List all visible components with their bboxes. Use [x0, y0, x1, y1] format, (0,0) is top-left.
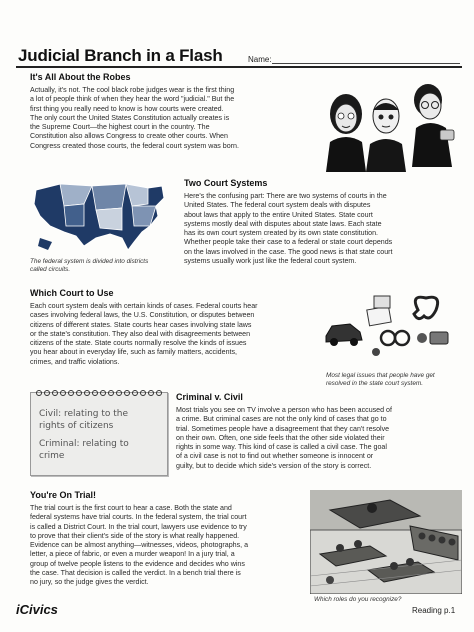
- section-heading-two-systems: Two Court Systems: [184, 178, 268, 188]
- section-text-which-court: [30, 302, 310, 367]
- section-heading-which-court: Which Court to Use: [30, 288, 114, 298]
- courtroom-caption: Which roles do you recognize?: [314, 596, 402, 603]
- definition-civil-line1: Civil: relating to the: [39, 409, 129, 419]
- judges-illustration: [312, 72, 462, 172]
- text-line: letter, a piece of fabric, or even a murder weapon! In a jury trial, a: [30, 550, 235, 559]
- text-line: no jury, so the judge gives the verdict.: [30, 578, 149, 587]
- text-line: on the laws involved in the case. The good news is that state court: [184, 247, 393, 256]
- section-heading-robes: It's All About the Robes: [30, 72, 131, 82]
- caption-line: Most legal issues that people have get: [326, 372, 435, 379]
- text-line: The only court the United States Constitution actually creates is: [30, 113, 230, 122]
- text-line: the case. That decision is called the verdict. In a bench trial there is: [30, 569, 241, 578]
- section-text-robes: [30, 86, 308, 151]
- icivics-logo: iCivics: [16, 602, 58, 617]
- text-line: or the state's constitution. They also deal with disagreements between: [30, 329, 251, 338]
- spiral-binding-icon: [35, 389, 163, 397]
- section-text-two-systems: [184, 192, 460, 266]
- caption-line: The federal system is divided into districts: [30, 258, 149, 265]
- definition-criminal-line1: Criminal: relating to: [39, 439, 129, 449]
- text-line: a lot of people think of when they hear the word "judicial." But the: [30, 95, 235, 104]
- section-text-criminal-civil: [176, 406, 462, 471]
- text-line: United States. The federal court system deals with disputes: [184, 201, 371, 210]
- text-line: on their own. Often, one side feels that the other side violated their: [176, 433, 385, 442]
- text-line: Most trials you see on TV involve a person who has been accused of: [176, 406, 392, 414]
- section-heading-criminal-civil: Criminal v. Civil: [176, 392, 243, 402]
- text-line: Evidence can be almost anything—witnesses, videos, photographs, a: [30, 541, 249, 550]
- section-text-on-trial: [30, 504, 306, 588]
- text-line: systems mostly deal with disputes about state laws. Each state: [184, 219, 382, 228]
- definition-notepad: [30, 392, 168, 476]
- definition-criminal-line2: crime: [39, 451, 65, 461]
- title-divider: [16, 66, 462, 68]
- caption-line: called circuits.: [30, 266, 71, 273]
- text-line: trial. Sometimes people have a disagreement that they can't resolve: [176, 424, 390, 433]
- text-line: has its own court system created by its own state constitution.: [184, 229, 378, 238]
- text-line: crimes, and traffic violations.: [30, 357, 120, 366]
- text-line: Congress created those courts, the federal court system was born.: [30, 141, 239, 150]
- text-line: citizens of the state. State courts normally resolve the kinds of issues: [30, 339, 247, 348]
- text-line: cases involving federal laws, the U.S. Constitution, or disputes between: [30, 311, 255, 320]
- legal-issues-caption: [326, 372, 466, 388]
- text-line: systems usually work just like the federal court system.: [184, 257, 357, 266]
- text-line: rights in some way. This kind of case is called a civil case. The goal: [176, 443, 387, 452]
- map-caption: [30, 258, 180, 274]
- text-line: Here's the confusing part: There are two systems of courts in the: [184, 192, 387, 200]
- section-heading-on-trial: You're On Trial!: [30, 490, 96, 500]
- name-label: Name:: [248, 55, 272, 64]
- text-line: you hear about in everyday life, such as family matters, accidents,: [30, 348, 238, 357]
- us-map-circuits: [30, 176, 170, 256]
- name-field-line[interactable]: [272, 63, 460, 64]
- text-line: guilty, but to decide which side's version of the story is correct.: [176, 461, 372, 470]
- text-line: federal systems have trial courts. In the federal system, the trial court: [30, 513, 247, 522]
- text-line: a crime. But criminal cases are not the only kind of cases that go to: [176, 415, 387, 424]
- text-line: Whether people take their case to a federal or state court depends: [184, 238, 393, 247]
- text-line: Each court system deals with certain kinds of cases. Federal courts hear: [30, 302, 258, 310]
- legal-objects-illustration: [318, 290, 458, 368]
- text-line: of a civil case is not to find out whether someone is innocent or: [176, 452, 374, 461]
- text-line: is called a District Court. In the trial court, lawyers use evidence to try: [30, 522, 247, 531]
- text-line: about laws that apply to the entire United States. State court: [184, 210, 373, 219]
- text-line: citizens of different states. State courts hear cases involving state laws: [30, 320, 252, 329]
- text-line: the Supreme Court—the highest court in the country. The: [30, 123, 210, 132]
- text-line: group of twelve people listens to the evidence and decides who wins: [30, 559, 245, 568]
- courtroom-illustration: [310, 490, 462, 594]
- text-line: Constitution also allows Congress to create other courts. When: [30, 132, 228, 141]
- text-line: to prove that their client's side of the story is what really happened.: [30, 531, 240, 540]
- definition-civil-line2: rights of citizens: [39, 421, 114, 431]
- page-title: Judicial Branch in a Flash: [18, 46, 223, 65]
- text-line: The trial court is the first court to hear a case. Both the state and: [30, 504, 232, 512]
- page-number: Reading p.1: [412, 606, 456, 615]
- text-line: first thing you really need to know is how courts were created.: [30, 104, 224, 113]
- caption-line: resolved in the state court system.: [326, 380, 423, 387]
- text-line: Actually, it's not. The cool black robe judges wear is the first thing: [30, 86, 235, 94]
